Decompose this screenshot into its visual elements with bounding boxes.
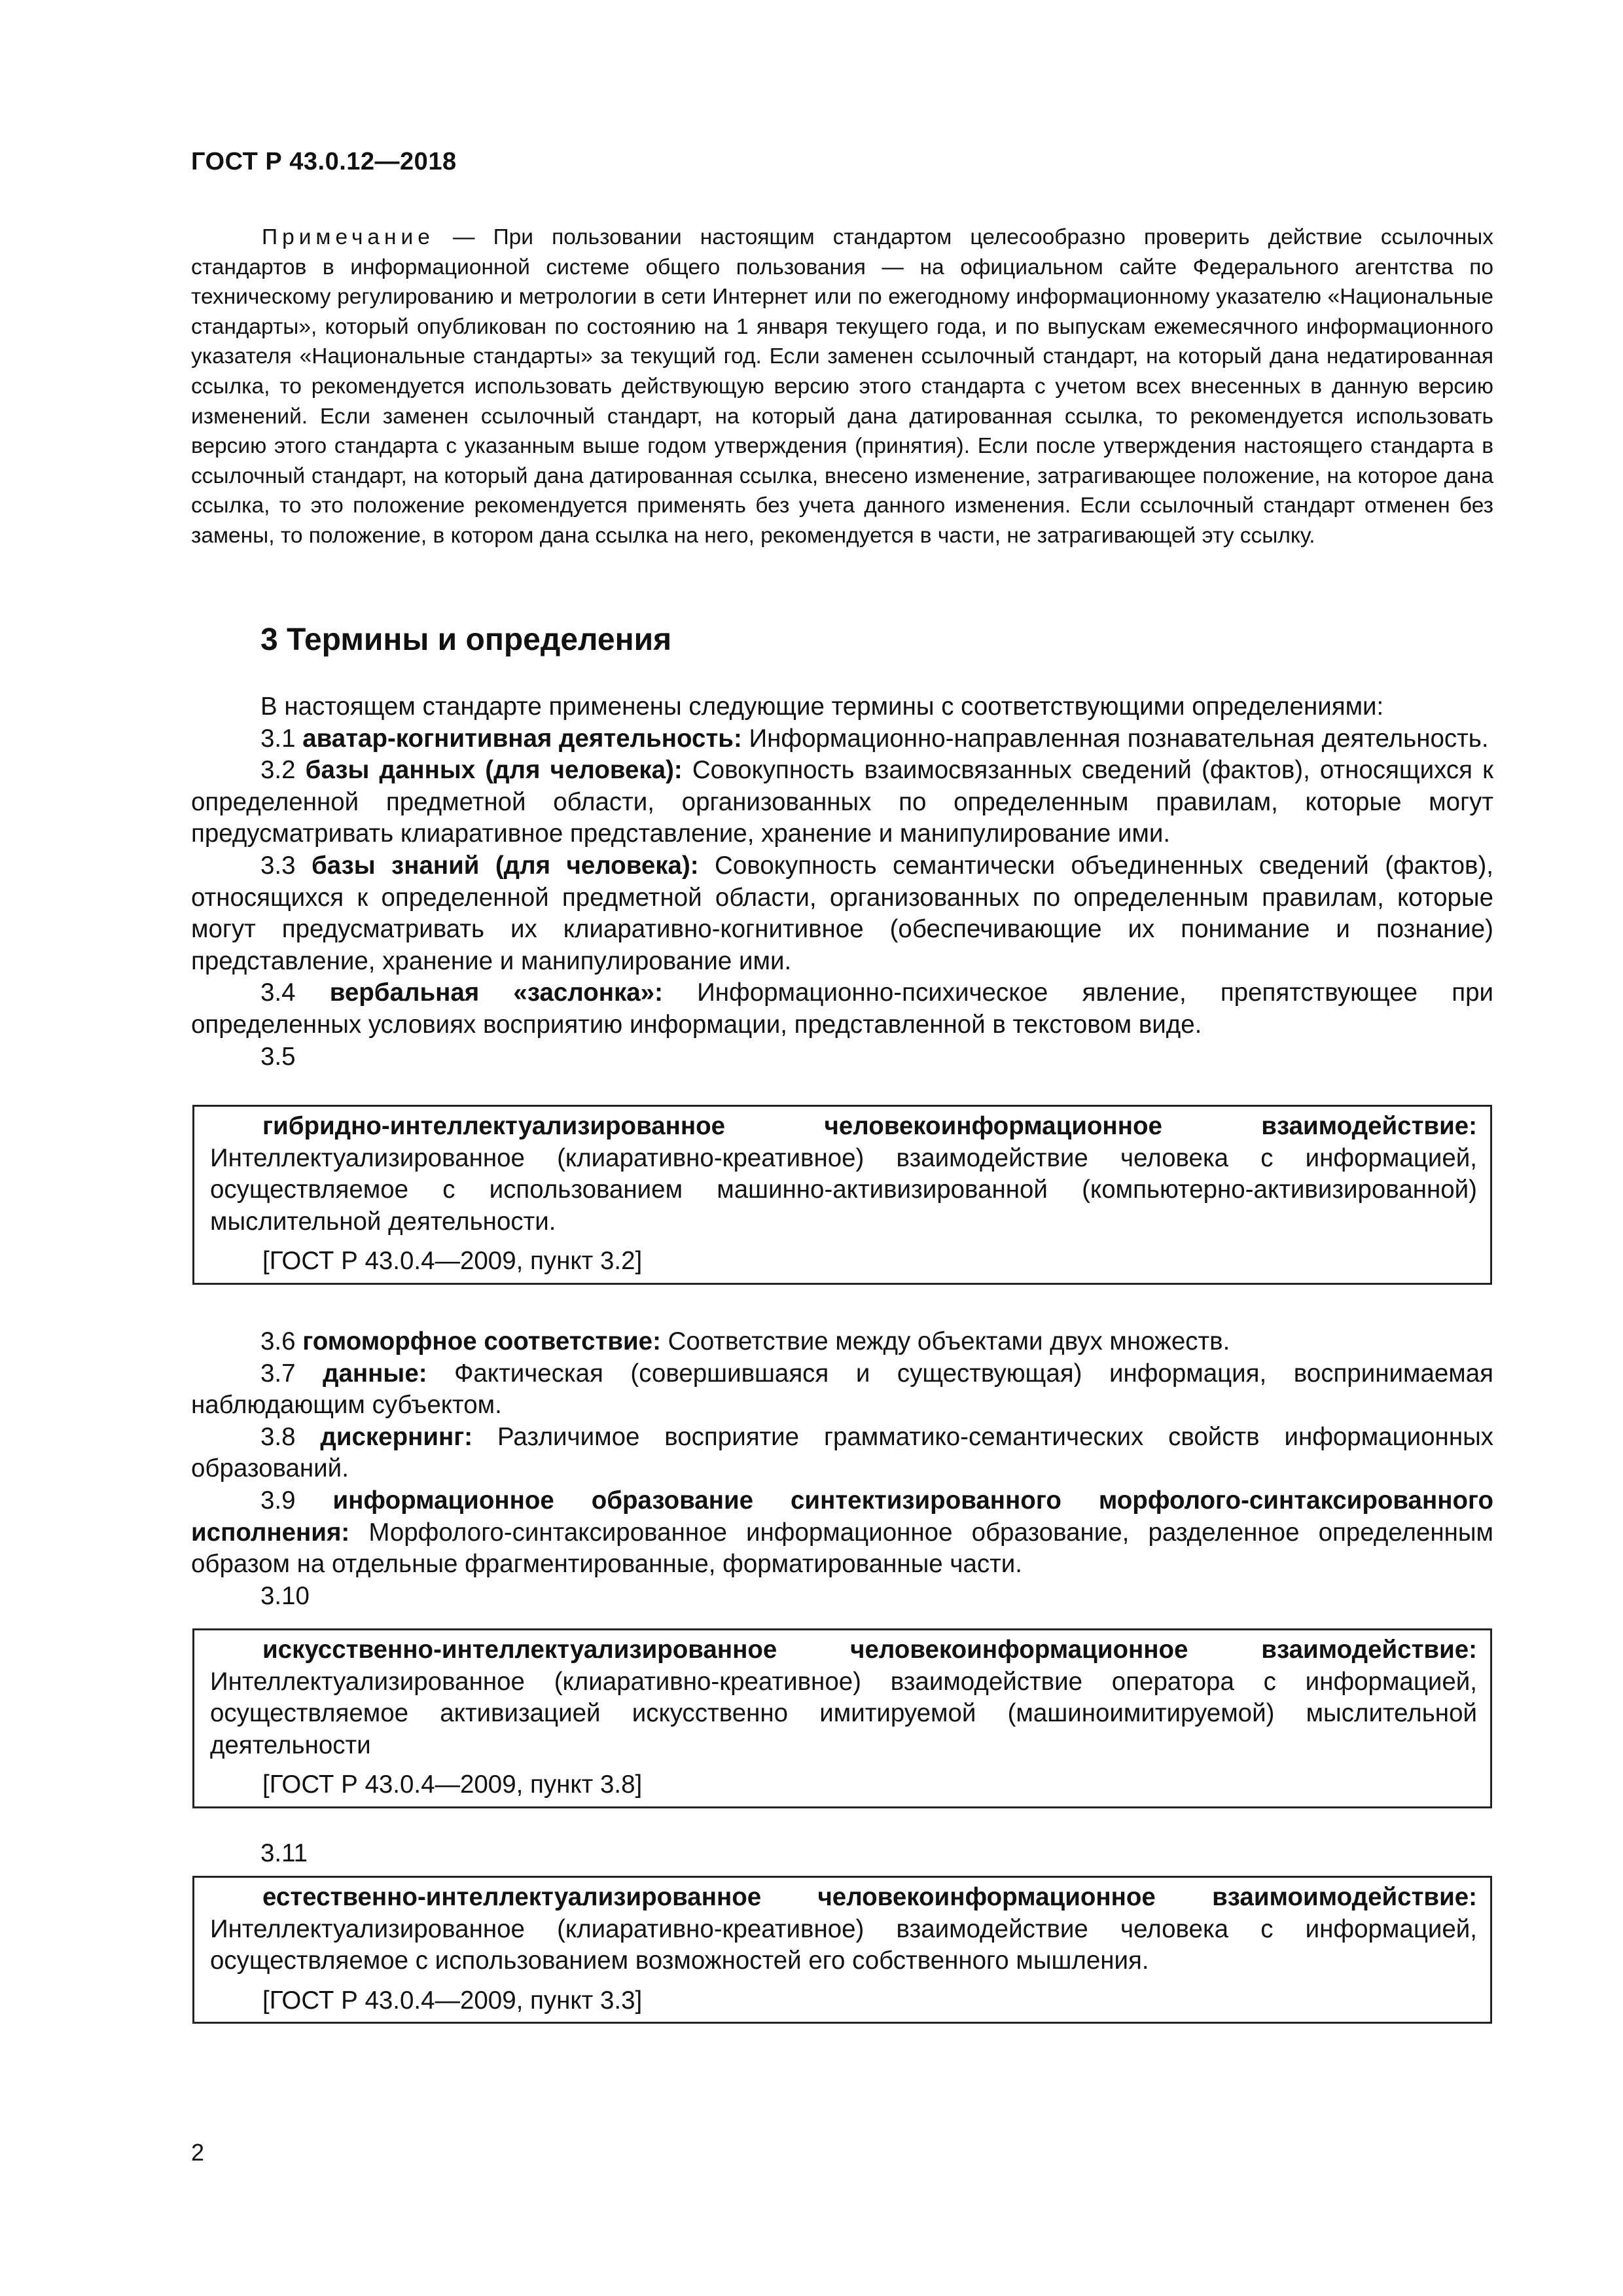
term-definition: Совокупность семантически объединенных сведений (фактов), относящихся к определенной предметной области, организованных по определенным правилам, которые могут предусматривать их клиаративно-когнитивное (обеспечивающие их понимание и познание) представление, хранение и манипулирование ими. [191, 851, 1494, 975]
term-name: информационное образование синтектизированного морфолого-синтаксированного исполнения: [191, 1486, 1494, 1547]
term-3-10-box [192, 1628, 1492, 1808]
term-name: гомоморфное соответствие: [302, 1327, 661, 1355]
term-definition: Информационно-психическое явление, препятствующее при определенных условиях восприятию информации, представленной в текстовом виде. [191, 978, 1494, 1039]
term-definition: Совокупность взаимосвязанных сведений (фактов), относящихся к определенной предметной области, организованных по определенным правилам, которые могут предусматривать клиаративное представление, хранение и манипулирование ими. [191, 756, 1493, 848]
term-3-5-number: 3.5 [260, 1042, 296, 1071]
reference-note [191, 223, 1493, 551]
note-paragraph [191, 223, 1493, 551]
term-3-11-number: 3.11 [260, 1839, 308, 1867]
term-3-6: 3.6 гомоморфное соответствие: Соответствие между объектами двух множеств. [260, 1327, 1230, 1355]
term-name: аватар-когнитивная деятельность: [302, 724, 742, 753]
term-definition: Интеллектуализированное (клиаративно-креативное) взаимодействие человека с информацией, осуществляемое с использованием возможностей его собственного мышления. [210, 1914, 1477, 1975]
term-source: [ГОСТ Р 43.0.4—2009, пункт 3.2] [262, 1247, 643, 1276]
term-name: данные: [323, 1359, 427, 1388]
note-text: — При пользовании настоящим стандартом целесообразно проверить действие ссылочных стандартов в информационной системе общего пользования — на официальном сайте Федерального агентства по техническому регулированию и метрологии в сети Интернет или по ежегодному информационному указателю «Национальные стандарты», который опубликован по состоянию на 1 января текущего года, и по выпускам ежемесячного информационного указателя «Национальные стандарты» за текущий год. Если заменен ссылочный стандарт, на который дана недатированная ссылка, то рекомендуется использовать действующую версию этого стандарта с учетом всех внесенных в данную версию изменений. Если заменен ссылочный стандарт, на который дана датированная ссылка, то рекомендуется использовать версию этого стандарта с указанным выше годом утверждения (принятия). Если после утверждения настоящего стандарта в ссылочный стандарт, на который дана датированная ссылка, внесено изменение, затрагивающее положение, на которое дана ссылка, то это положение рекомендуется применять без учета данного изменения. Если ссылочный стандарт отменен без замены, то положение, в котором дана ссылка на него, рекомендуется в части, не затрагивающей эту ссылку. [191, 225, 1493, 548]
term-3-1: 3.1 аватар-когнитивная деятельность: Информационно-направленная познавательная деятельность. [260, 724, 1489, 753]
note-label: Примечание [262, 225, 435, 249]
term-3-11 [210, 1882, 1477, 1977]
terms-block-b [191, 1326, 1493, 1612]
term-definition: Соответствие между объектами двух множеств. [660, 1327, 1230, 1355]
term-name: базы данных (для человека): [305, 756, 683, 785]
term-name: вербальная «заслонка»: [329, 978, 663, 1007]
term-source: [ГОСТ Р 43.0.4—2009, пункт 3.8] [262, 1770, 643, 1799]
term-definition: Различимое восприятие грамматико-семантических свойств информационных образований. [191, 1422, 1494, 1483]
term-3-10 [210, 1634, 1477, 1761]
term-3-11-box [192, 1876, 1492, 2024]
terms-block-c [191, 1838, 1493, 1870]
standard-code-header: ГОСТ Р 43.0.12—2018 [191, 148, 457, 175]
term-definition: Морфолого-синтаксированное информационное образование, разделенное определенным образом на отдельные фрагментированные, форматированные части. [191, 1518, 1493, 1579]
term-definition: Интеллектуализированное (клиаративно-креативное) взаимодействие человека с информацией, осуществляемое с использованием машинно-активизированной (компьютерно-активизированной) мыслительной деятельности. [210, 1143, 1477, 1236]
term-name: гибридно-интеллектуализированное человекоинформационное взаимодействие: [262, 1112, 1477, 1140]
term-name: естественно-интеллектуализированное человекоинформационное взаимоимодействие: [262, 1883, 1477, 1911]
term-name: базы знаний (для человека): [311, 851, 699, 880]
terms-block-a [191, 691, 1493, 1073]
term-3-8: 3.8 дискернинг: Различимое восприятие грамматико-семантических свойств информационных образований. [191, 1422, 1494, 1483]
term-3-5-box [192, 1105, 1492, 1285]
term-3-2: 3.2 базы данных (для человека): Совокупность взаимосвязанных сведений (фактов), относящихся к определенной предметной области, организованных по определенным правилам, которые могут предусматривать клиаративное представление, хранение и манипулирование ими. [191, 756, 1493, 848]
term-3-5 [210, 1111, 1477, 1238]
page-number: 2 [191, 2139, 205, 2166]
term-source: [ГОСТ Р 43.0.4—2009, пункт 3.3] [262, 1986, 643, 2015]
term-3-10-number: 3.10 [260, 1581, 310, 1610]
term-3-9: 3.9 информационное образование синтектизированного морфолого-синтаксированного исполнения: Морфолого-синтаксированное информационное образование, разделенное определенным образом на отдельные фрагментированные, форматированные части. [191, 1486, 1494, 1579]
term-definition: Информационно-направленная познавательная деятельность. [741, 724, 1489, 753]
term-name: искусственно-интеллектуализированное человекоинформационное взаимодействие: [262, 1636, 1477, 1664]
term-definition: Фактическая (совершившаяся и существующая) информация, воспринимаемая наблюдающим субъектом. [191, 1359, 1493, 1420]
term-name: дискернинг: [320, 1422, 473, 1451]
term-3-4: 3.4 вербальная «заслонка»: Информационно-психическое явление, препятствующее при определенных условиях восприятию информации, представленной в текстовом виде. [191, 978, 1494, 1039]
section-title: 3 Термины и определения [260, 622, 672, 657]
term-definition: Интеллектуализированное (клиаративно-креативное) взаимодействие оператора с информацией, осуществляемое активизацией искусственно имитируемой (машиноимитируемой) мыслительной деятельности [210, 1667, 1477, 1759]
term-3-7: 3.7 данные: Фактическая (совершившаяся и существующая) информация, воспринимаемая наблюдающим субъектом. [191, 1359, 1493, 1420]
section-intro: В настоящем стандарте применены следующие термины с соответствующими определениями: [260, 692, 1384, 721]
term-3-3: 3.3 базы знаний (для человека): Совокупность семантически объединенных сведений (фактов), относящихся к определенной предметной области, организованных по определенным правилам, которые могут предусматривать их клиаративно-когнитивное (обеспечивающие их понимание и познание) представление, хранение и манипулирование ими. [191, 851, 1494, 975]
